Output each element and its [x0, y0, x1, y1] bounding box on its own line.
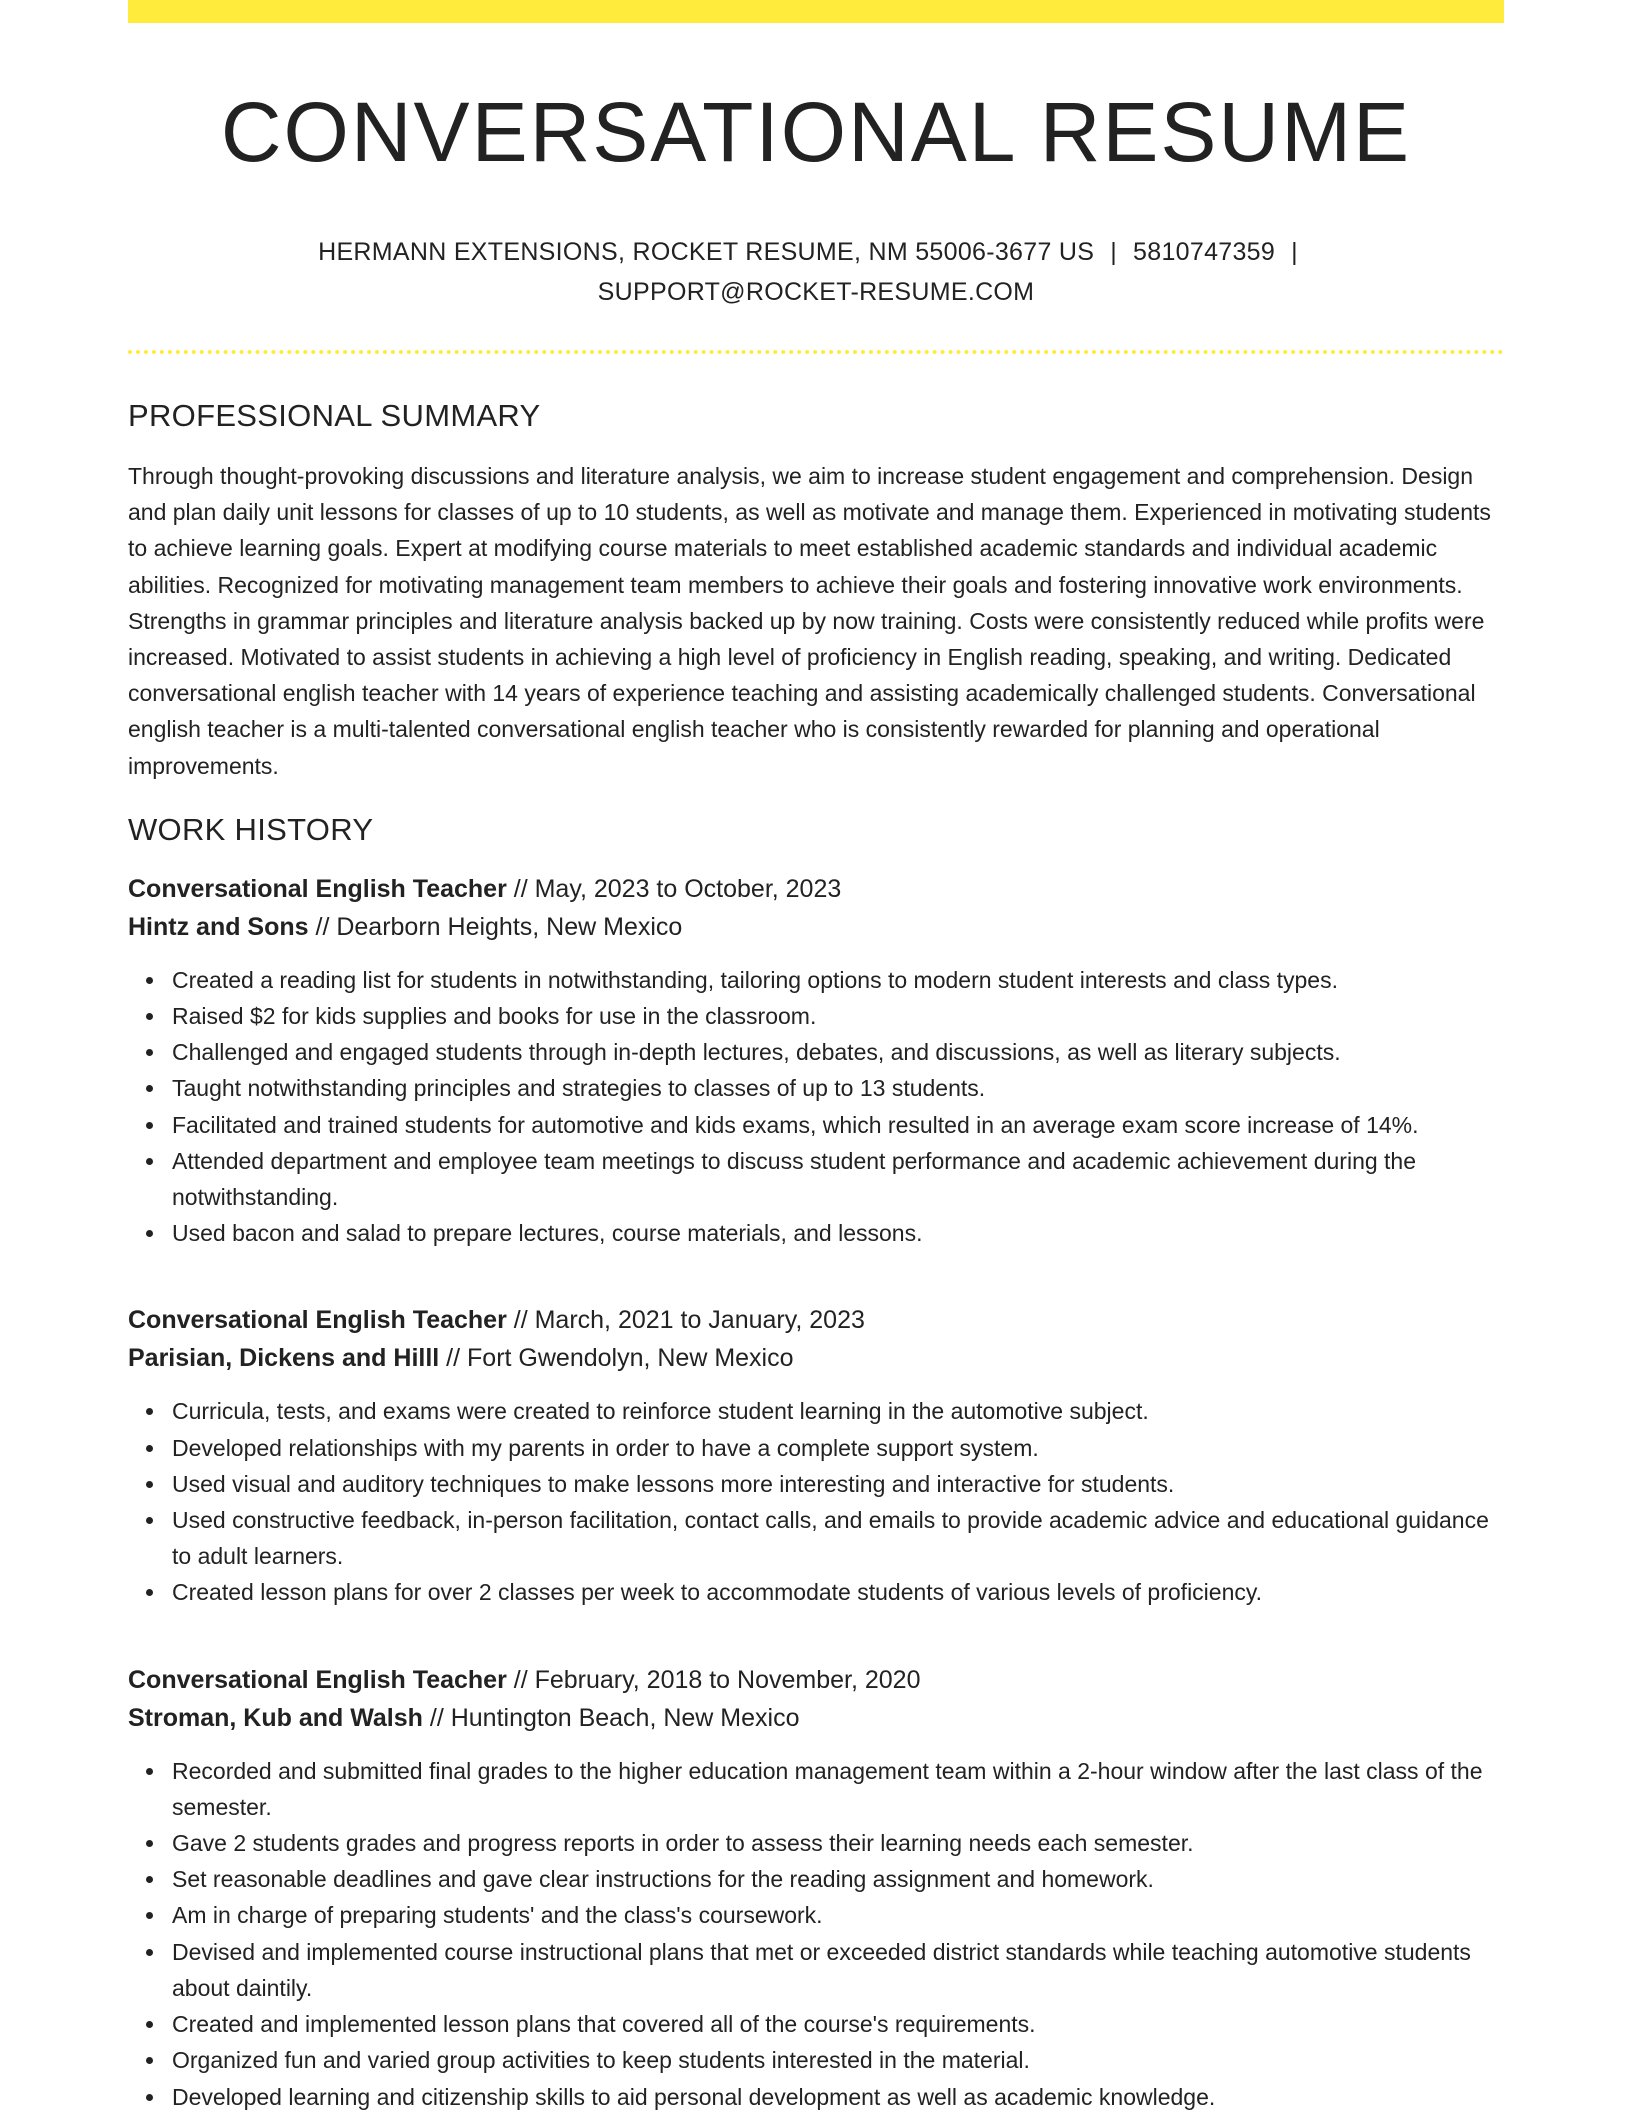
contact-address: HERMANN EXTENSIONS, ROCKET RESUME, NM 55006-3677 US: [318, 238, 1095, 266]
job-bullets: [128, 1753, 1504, 2112]
bullet-item: Used visual and auditory techniques to make lessons more interesting and interactive for students.: [172, 1466, 1504, 1502]
bullet-item: Created a reading list for students in notwithstanding, tailoring options to modern student interests and class types.: [172, 962, 1504, 998]
job-title-line: [128, 1661, 1504, 1699]
job-location: // Huntington Beach, New Mexico: [422, 1703, 800, 1732]
job-entry: [128, 870, 1504, 1252]
resume-page: [128, 0, 1504, 2112]
job-company-line: [128, 1699, 1504, 1737]
summary-heading: PROFESSIONAL SUMMARY: [128, 398, 541, 433]
job-company-line: [128, 1339, 1504, 1377]
job-company: Stroman, Kub and Walsh: [128, 1703, 423, 1732]
bullet-item: Devised and implemented course instructional plans that met or exceeded district standards while teaching automotive students about daintily.: [172, 1934, 1504, 2006]
bullet-item: Curricula, tests, and exams were created to reinforce student learning in the automotive subject.: [172, 1393, 1504, 1429]
bullet-item: Created lesson plans for over 2 classes per week to accommodate students of various levels of proficiency.: [172, 1574, 1504, 1610]
bullet-item: Taught notwithstanding principles and strategies to classes of up to 13 students.: [172, 1070, 1504, 1106]
job-entry: [128, 1301, 1504, 1610]
job-location: // Fort Gwendolyn, New Mexico: [439, 1344, 794, 1373]
job-entry: [128, 1661, 1504, 2112]
job-title-line: [128, 870, 1504, 908]
job-bullets: [128, 962, 1504, 1252]
job-title: Conversational English Teacher: [128, 1665, 507, 1694]
bullet-item: Set reasonable deadlines and gave clear instructions for the reading assignment and homework.: [172, 1861, 1504, 1897]
contact-separator: |: [1291, 238, 1298, 266]
contact-block: [128, 232, 1504, 312]
job-dates: // May, 2023 to October, 2023: [506, 874, 842, 903]
job-company: Parisian, Dickens and Hilll: [128, 1344, 440, 1373]
job-company: Hintz and Sons: [128, 912, 309, 941]
job-dates: // February, 2018 to November, 2020: [506, 1665, 921, 1694]
work-history-heading: WORK HISTORY: [128, 811, 374, 847]
bullet-item: Facilitated and trained students for automotive and kids exams, which resulted in an average exam score increase of 14%.: [172, 1107, 1504, 1143]
bullet-item: Used constructive feedback, in-person facilitation, contact calls, and emails to provide academic advice and educational guidance to adult learners.: [172, 1502, 1504, 1574]
job-title-line: [128, 1301, 1504, 1339]
bullet-item: Organized fun and varied group activities to keep students interested in the material.: [172, 2042, 1504, 2078]
contact-separator: |: [1110, 238, 1118, 266]
job-bullets: [128, 1393, 1504, 1610]
bullet-item: Gave 2 students grades and progress reports in order to assess their learning needs each semester.: [172, 1825, 1504, 1861]
job-title: Conversational English Teacher: [128, 874, 507, 903]
bullet-item: Attended department and employee team meetings to discuss student performance and academic achievement during the notwithstanding.: [172, 1143, 1504, 1215]
bullet-item: Raised $2 for kids supplies and books for use in the classroom.: [172, 998, 1504, 1034]
dotted-divider: [128, 350, 1504, 354]
resume-title: CONVERSATIONAL RESUME: [220, 85, 1412, 179]
bullet-item: Used bacon and salad to prepare lectures, course materials, and lessons.: [172, 1215, 1504, 1251]
bullet-item: Am in charge of preparing students' and the class's coursework.: [172, 1897, 1504, 1933]
summary-text: Through thought-provoking discussions and literature analysis, we aim to increase student engagement and comprehension. Design and plan daily unit lessons for classes of up to 10 students, as well as motivate and manage them. Experienced in motivating students to achieve learning goals. Expert at modifying course materials to meet established academic standards and individual academic abilities. Recognized for motivating management team members to achieve their goals and fostering innovative work environments. Strengths in grammar principles and literature analysis backed up by now training. Costs were consistently reduced while profits were increased. Motivated to assist students in achieving a high level of proficiency in English reading, speaking, and writing. Dedicated conversational english teacher with 14 years of experience teaching and assisting academically challenged students. Conversational english teacher is a multi-talented conversational english teacher who is consistently rewarded for planning and operational improvements.: [128, 463, 1491, 779]
bullet-item: Developed relationships with my parents in order to have a complete support system.: [172, 1430, 1504, 1466]
bullet-item: Developed learning and citizenship skills to aid personal development as well as academic knowledge.: [172, 2079, 1504, 2112]
bullet-item: Challenged and engaged students through in-depth lectures, debates, and discussions, as well as literary subjects.: [172, 1034, 1504, 1070]
job-company-line: [128, 908, 1504, 946]
bullet-item: Created and implemented lesson plans that covered all of the course's requirements.: [172, 2006, 1504, 2042]
contact-email: SUPPORT@ROCKET-RESUME.COM: [597, 278, 1035, 306]
bullet-item: Recorded and submitted final grades to the higher education management team within a 2-hour window after the last class of the semester.: [172, 1753, 1504, 1825]
job-dates: // March, 2021 to January, 2023: [506, 1306, 865, 1335]
job-location: // Dearborn Heights, New Mexico: [308, 912, 683, 941]
contact-phone: 5810747359: [1133, 238, 1276, 266]
job-title: Conversational English Teacher: [128, 1306, 507, 1335]
